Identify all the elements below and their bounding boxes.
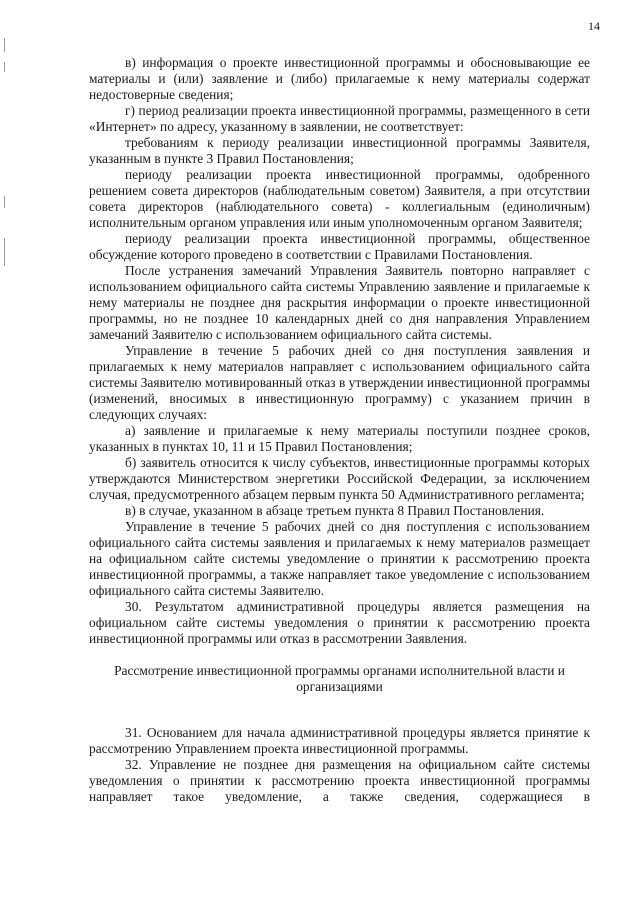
paragraph-item-v: в) информация о проекте инвестиционной программы и обосновывающие ее материалы и (или) заявление и (либо) прилагаемые к нему материалы содержат недостоверные сведения; xyxy=(89,55,590,102)
paragraph-item-31: 31. Основанием для начала административной процедуры является принятие к рассмотрению Управлением проекта инвестиционной программы. xyxy=(89,725,590,756)
paragraph-item-30: 30. Результатом административной процедуры является размещения на официальном сайте системы уведомления о принятии к рассмотрению проекта инвестиционной программы или отказ в рассмотрении Заявления. xyxy=(89,599,590,646)
scan-artifact xyxy=(4,62,5,72)
section-heading: Рассмотрение инвестиционной программы органами исполнительной власти и организациями xyxy=(114,663,565,694)
paragraph-resubmission: После устранения замечаний Управления Заявитель повторно направляет с использованием официального сайта системы Управлению заявление и прилагаемые к нему материалы не позднее дня раскрытия информации о проекте инвестиционной программы, но не позднее 10 календарных дней со дня направления Управлением замечаний Заявителю с использованием официального сайта системы. xyxy=(89,263,590,342)
paragraph-case-b: б) заявитель относится к числу субъектов, инвестиционные программы которых утверждаются Министерством энергетики Российской Федерации, за исключением случая, предусмотренного абзацем первым пункта 50 Административного регламента; xyxy=(89,455,590,502)
scan-artifact xyxy=(4,38,5,52)
scan-artifact xyxy=(4,238,5,266)
paragraph-period-discussion: периоду реализации проекта инвестиционной программы, общественное обсуждение которого проведено в соответствии с Правилами Постановления. xyxy=(89,231,590,262)
paragraph-period-requirements: требованиям к периоду реализации инвестиционной программы Заявителя, указанным в пункте 3 Правил Постановления; xyxy=(89,135,590,166)
paragraph-refusal: Управление в течение 5 рабочих дней со дня поступления заявления и прилагаемых к нему материалов направляет с использованием официального сайта системы Заявителю мотивированный отказ в утверждении инвестиционной программы (изменений, вносимых в инвестиционную программу) с указанием причин в следующих случаях: xyxy=(89,343,590,422)
paragraph-case-v: в) в случае, указанном в абзаце третьем пункта 8 Правил Постановления. xyxy=(125,503,545,518)
spacer xyxy=(89,695,590,725)
spacer xyxy=(89,647,590,663)
document-body xyxy=(89,55,590,805)
page-number: 14 xyxy=(588,19,600,33)
paragraph-period-board: периоду реализации проекта инвестиционной программы, одобренного решением совета директоров (наблюдательным советом) Заявителя, а при отсутствии совета директоров (наблюдательного совета) - коллегиальным (единоличным) исполнительным органом управления или иным уполномоченным органом Заявителя; xyxy=(89,167,590,230)
paragraph-case-a: а) заявление и прилагаемые к нему материалы поступили позднее сроков, указанных в пунктах 10, 11 и 15 Правил Постановления; xyxy=(89,423,590,454)
paragraph-item-g: г) период реализации проекта инвестиционной программы, размещенного в сети «Интернет» по адресу, указанному в заявлении, не соответствует: xyxy=(89,103,590,134)
paragraph-notification: Управление в течение 5 рабочих дней со дня поступления с использованием официального сайта системы заявления и прилагаемых к нему материалов размещает на официальном сайте системы уведомление о принятии к рассмотрению проекта инвестиционной программы, а также направляет такое уведомление с использованием официального сайта системы Заявителю. xyxy=(89,519,590,598)
scan-artifact xyxy=(4,196,5,208)
paragraph-item-32: 32. Управление не позднее дня размещения на официальном сайте системы уведомления о принятии к рассмотрению проекта инвестиционной программы направляет такое уведомление, а также сведения, содержащиеся в xyxy=(89,757,590,804)
